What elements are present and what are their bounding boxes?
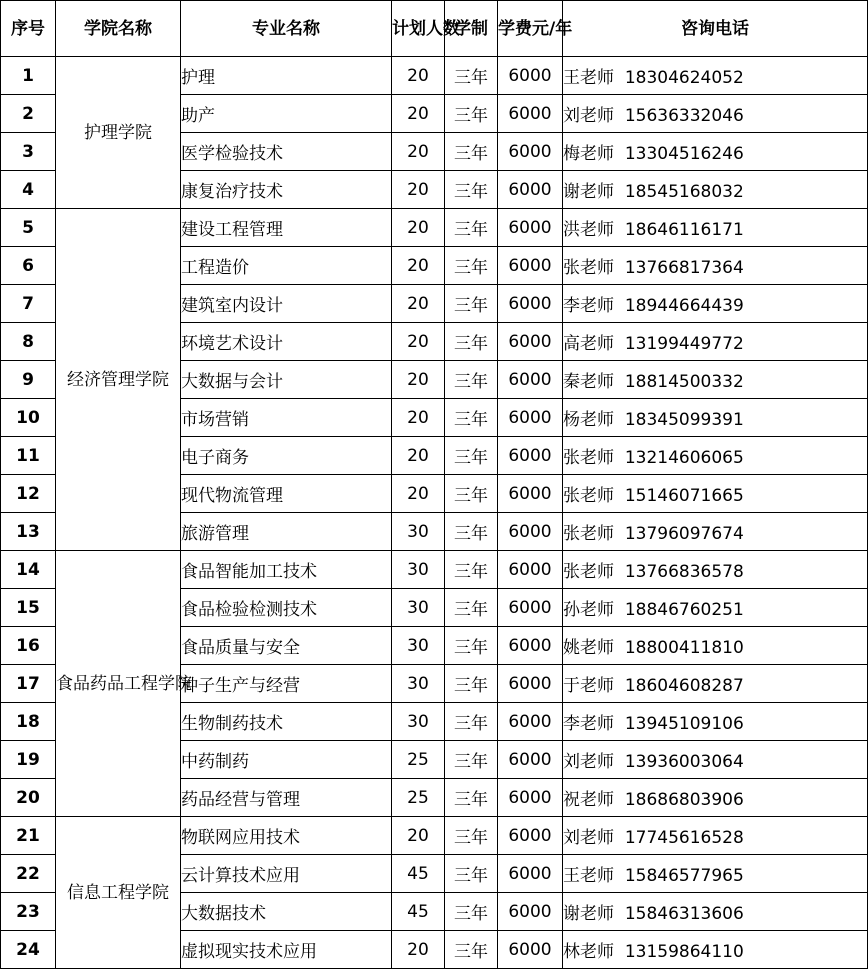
planned-count: 30 [392, 627, 445, 665]
row-number: 1 [1, 57, 56, 95]
contact-cell [563, 247, 868, 285]
row-number: 22 [1, 855, 56, 893]
planned-count: 20 [392, 95, 445, 133]
tuition-fee: 6000 [498, 399, 563, 437]
contact-cell [563, 665, 868, 703]
tuition-fee: 6000 [498, 855, 563, 893]
planned-count: 20 [392, 171, 445, 209]
header-duration: 学制 [445, 1, 498, 57]
tuition-fee: 6000 [498, 323, 563, 361]
major-name: 工程造价 [181, 247, 392, 285]
contact-phone: 13199449772 [624, 334, 744, 354]
tuition-fee: 6000 [498, 665, 563, 703]
header-plan: 计划人数 [392, 1, 445, 57]
major-name: 中药制药 [181, 741, 392, 779]
row-number: 7 [1, 285, 56, 323]
contact-cell [563, 513, 868, 551]
contact-phone: 15846577965 [624, 866, 744, 886]
tuition-fee: 6000 [498, 703, 563, 741]
tuition-fee: 6000 [498, 817, 563, 855]
contact-cell [563, 285, 868, 323]
tuition-fee: 6000 [498, 95, 563, 133]
contact-phone: 13304516246 [624, 144, 744, 164]
contact-cell [563, 475, 868, 513]
major-name: 大数据技术 [181, 893, 392, 931]
planned-count: 20 [392, 399, 445, 437]
tuition-fee: 6000 [498, 551, 563, 589]
contact-teacher: 刘老师 [563, 106, 614, 126]
contact-teacher: 张老师 [563, 562, 614, 582]
college-name: 经济管理学院 [56, 209, 181, 551]
contact-teacher: 于老师 [563, 676, 614, 696]
major-name: 虚拟现实技术应用 [181, 931, 392, 969]
tuition-fee: 6000 [498, 209, 563, 247]
contact-phone: 13766817364 [624, 258, 744, 278]
duration: 三年 [445, 741, 498, 779]
contact-phone: 17745616528 [624, 828, 744, 848]
contact-phone: 18944664439 [624, 296, 744, 316]
duration: 三年 [445, 285, 498, 323]
duration: 三年 [445, 893, 498, 931]
tuition-fee: 6000 [498, 133, 563, 171]
tuition-fee: 6000 [498, 779, 563, 817]
contact-cell [563, 437, 868, 475]
tuition-fee: 6000 [498, 361, 563, 399]
major-name: 食品检验检测技术 [181, 589, 392, 627]
major-name: 云计算技术应用 [181, 855, 392, 893]
row-number: 9 [1, 361, 56, 399]
duration: 三年 [445, 665, 498, 703]
major-name: 现代物流管理 [181, 475, 392, 513]
duration: 三年 [445, 361, 498, 399]
header-fee: 学费元/年 [498, 1, 563, 57]
contact-phone: 15146071665 [624, 486, 744, 506]
duration: 三年 [445, 437, 498, 475]
contact-phone: 18846760251 [624, 600, 744, 620]
major-name: 物联网应用技术 [181, 817, 392, 855]
contact-cell [563, 361, 868, 399]
contact-phone: 18800411810 [624, 638, 744, 658]
contact-phone: 13936003064 [624, 752, 744, 772]
contact-phone: 18604608287 [624, 676, 744, 696]
row-number: 12 [1, 475, 56, 513]
contact-teacher: 林老师 [563, 942, 614, 962]
contact-cell [563, 931, 868, 969]
contact-teacher: 谢老师 [563, 182, 614, 202]
row-number: 21 [1, 817, 56, 855]
planned-count: 30 [392, 513, 445, 551]
tuition-fee: 6000 [498, 285, 563, 323]
contact-teacher: 洪老师 [563, 220, 614, 240]
contact-cell [563, 133, 868, 171]
major-name: 食品智能加工技术 [181, 551, 392, 589]
major-name: 康复治疗技术 [181, 171, 392, 209]
contact-phone: 13796097674 [624, 524, 744, 544]
row-number: 6 [1, 247, 56, 285]
duration: 三年 [445, 133, 498, 171]
contact-teacher: 张老师 [563, 486, 614, 506]
major-name: 助产 [181, 95, 392, 133]
contact-phone: 18345099391 [624, 410, 744, 430]
contact-phone: 18545168032 [624, 182, 744, 202]
contact-teacher: 杨老师 [563, 410, 614, 430]
planned-count: 30 [392, 703, 445, 741]
contact-cell [563, 703, 868, 741]
planned-count: 20 [392, 57, 445, 95]
contact-teacher: 梅老师 [563, 144, 614, 164]
contact-cell [563, 551, 868, 589]
planned-count: 45 [392, 855, 445, 893]
row-number: 17 [1, 665, 56, 703]
planned-count: 20 [392, 209, 445, 247]
tuition-fee: 6000 [498, 589, 563, 627]
row-number: 4 [1, 171, 56, 209]
duration: 三年 [445, 209, 498, 247]
contact-teacher: 李老师 [563, 296, 614, 316]
table-row [1, 57, 868, 95]
duration: 三年 [445, 627, 498, 665]
contact-cell [563, 209, 868, 247]
contact-phone: 18814500332 [624, 372, 744, 392]
planned-count: 20 [392, 133, 445, 171]
contact-teacher: 刘老师 [563, 828, 614, 848]
major-name: 护理 [181, 57, 392, 95]
duration: 三年 [445, 399, 498, 437]
row-number: 16 [1, 627, 56, 665]
contact-cell [563, 779, 868, 817]
header-major: 专业名称 [181, 1, 392, 57]
duration: 三年 [445, 57, 498, 95]
college-name: 护理学院 [56, 57, 181, 209]
row-number: 13 [1, 513, 56, 551]
duration: 三年 [445, 171, 498, 209]
tuition-fee: 6000 [498, 171, 563, 209]
header-contact: 咨询电话 [563, 1, 868, 57]
header-no: 序号 [1, 1, 56, 57]
planned-count: 25 [392, 741, 445, 779]
tuition-fee: 6000 [498, 57, 563, 95]
planned-count: 20 [392, 247, 445, 285]
major-name: 旅游管理 [181, 513, 392, 551]
contact-teacher: 刘老师 [563, 752, 614, 772]
major-name: 药品经营与管理 [181, 779, 392, 817]
header-row [1, 1, 868, 57]
planned-count: 20 [392, 475, 445, 513]
row-number: 19 [1, 741, 56, 779]
row-number: 15 [1, 589, 56, 627]
major-name: 电子商务 [181, 437, 392, 475]
contact-teacher: 谢老师 [563, 904, 614, 924]
table-row [1, 817, 868, 855]
contact-teacher: 王老师 [563, 68, 614, 88]
planned-count: 20 [392, 361, 445, 399]
tuition-fee: 6000 [498, 513, 563, 551]
table-row [1, 209, 868, 247]
major-name: 建筑室内设计 [181, 285, 392, 323]
tuition-fee: 6000 [498, 475, 563, 513]
planned-count: 20 [392, 437, 445, 475]
planned-count: 45 [392, 893, 445, 931]
row-number: 18 [1, 703, 56, 741]
contact-cell [563, 817, 868, 855]
major-name: 医学检验技术 [181, 133, 392, 171]
contact-cell [563, 95, 868, 133]
duration: 三年 [445, 475, 498, 513]
major-name: 环境艺术设计 [181, 323, 392, 361]
planned-count: 30 [392, 589, 445, 627]
contact-phone: 13159864110 [624, 942, 744, 962]
planned-count: 20 [392, 817, 445, 855]
row-number: 3 [1, 133, 56, 171]
contact-phone: 13214606065 [624, 448, 744, 468]
contact-teacher: 祝老师 [563, 790, 614, 810]
college-name: 食品药品工程学院 [56, 551, 181, 817]
contact-teacher: 张老师 [563, 524, 614, 544]
duration: 三年 [445, 855, 498, 893]
row-number: 11 [1, 437, 56, 475]
duration: 三年 [445, 513, 498, 551]
row-number: 8 [1, 323, 56, 361]
college-name: 信息工程学院 [56, 817, 181, 969]
contact-phone: 13945109106 [624, 714, 744, 734]
row-number: 5 [1, 209, 56, 247]
contact-teacher: 李老师 [563, 714, 614, 734]
duration: 三年 [445, 779, 498, 817]
row-number: 23 [1, 893, 56, 931]
planned-count: 20 [392, 285, 445, 323]
duration: 三年 [445, 247, 498, 285]
contact-teacher: 秦老师 [563, 372, 614, 392]
contact-cell [563, 627, 868, 665]
row-number: 24 [1, 931, 56, 969]
contact-phone: 18686803906 [624, 790, 744, 810]
contact-cell [563, 893, 868, 931]
contact-phone: 18646116171 [624, 220, 744, 240]
row-number: 10 [1, 399, 56, 437]
contact-phone: 13766836578 [624, 562, 744, 582]
contact-cell [563, 171, 868, 209]
table-row [1, 551, 868, 589]
major-name: 生物制药技术 [181, 703, 392, 741]
contact-teacher: 高老师 [563, 334, 614, 354]
contact-phone: 15846313606 [624, 904, 744, 924]
row-number: 2 [1, 95, 56, 133]
planned-count: 30 [392, 665, 445, 703]
contact-teacher: 张老师 [563, 448, 614, 468]
contact-teacher: 张老师 [563, 258, 614, 278]
contact-cell [563, 57, 868, 95]
major-name: 种子生产与经营 [181, 665, 392, 703]
major-name: 建设工程管理 [181, 209, 392, 247]
planned-count: 20 [392, 323, 445, 361]
header-college: 学院名称 [56, 1, 181, 57]
contact-teacher: 孙老师 [563, 600, 614, 620]
contact-cell [563, 589, 868, 627]
duration: 三年 [445, 551, 498, 589]
duration: 三年 [445, 817, 498, 855]
tuition-fee: 6000 [498, 627, 563, 665]
tuition-fee: 6000 [498, 437, 563, 475]
contact-cell [563, 323, 868, 361]
contact-teacher: 姚老师 [563, 638, 614, 658]
duration: 三年 [445, 589, 498, 627]
duration: 三年 [445, 95, 498, 133]
contact-phone: 18304624052 [624, 68, 744, 88]
row-number: 20 [1, 779, 56, 817]
duration: 三年 [445, 323, 498, 361]
contact-cell [563, 399, 868, 437]
planned-count: 30 [392, 551, 445, 589]
planned-count: 20 [392, 931, 445, 969]
tuition-fee: 6000 [498, 247, 563, 285]
tuition-fee: 6000 [498, 931, 563, 969]
contact-cell [563, 855, 868, 893]
tuition-fee: 6000 [498, 741, 563, 779]
contact-phone: 15636332046 [624, 106, 744, 126]
major-name: 大数据与会计 [181, 361, 392, 399]
duration: 三年 [445, 703, 498, 741]
major-name: 食品质量与安全 [181, 627, 392, 665]
major-name: 市场营销 [181, 399, 392, 437]
contact-teacher: 王老师 [563, 866, 614, 886]
planned-count: 25 [392, 779, 445, 817]
duration: 三年 [445, 931, 498, 969]
tuition-fee: 6000 [498, 893, 563, 931]
contact-cell [563, 741, 868, 779]
row-number: 14 [1, 551, 56, 589]
